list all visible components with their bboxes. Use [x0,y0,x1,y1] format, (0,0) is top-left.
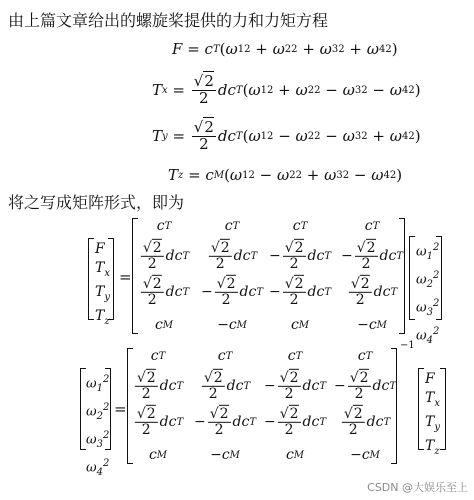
matrix-cell: c T [364,218,380,234]
matrix-cell: c M [285,447,305,463]
matrix-cell: c T [217,348,233,364]
matrix-cell: − $\frac{√2}{2}$ dc T [193,405,257,438]
matrix-cell: c T [156,218,172,234]
bracket-left [88,238,94,320]
matrix-cell: $\frac{√2}{2}$ dc T [142,239,190,272]
matrix-cell: c T [224,218,240,234]
watermark: CSDN @大娱乐至上 [367,481,468,494]
matrix-cell: − $\frac{√2}{2}$ dc T [263,405,327,438]
omega-bracket-left [409,236,415,320]
inverse-exponent: −1 [400,340,415,351]
omega-vector: $\omega_1^2$ $\omega_2^2$ $\omega_3^2$ $\omega_4^2$ [416,242,440,346]
matrix-cell: − $\frac{√2}{2}$ dc T [340,239,404,272]
matrix-cell: − $\frac{√2}{2}$ dc T [333,369,397,402]
matrix-cell: $\frac{√2}{2}$ dc T [136,369,184,402]
matrix-cell: c T [357,348,373,364]
matrix-cell: c T [287,348,303,364]
matrix-cell: − c M [357,317,387,333]
equation-force: F = c T ( ω 1 2 + ω 2 2 + ω 3 2 + ω 4 2 ) [172,40,398,58]
matrix-cell: $\frac{√2}{2}$ dc T [210,239,258,272]
omega-bracket-right [105,368,111,450]
equation-torque-y: T y = $\frac{√2}{2}$ dc T ( ω 1 2 − ω 2 2 − ω 3 2 + ω 4 2 ) [152,118,421,153]
matrix-cell: $\frac{√2}{2}$ dc T [136,405,184,438]
bracket-right [108,238,114,320]
matrix-cell: − c M [210,447,240,463]
equals-sign: = [119,268,132,286]
matrix-cell: − c M [217,317,247,333]
matrix-cell: − $\frac{√2}{2}$ dc T [200,275,264,308]
intro-text: 由上篇文章给出的螺旋桨提供的力和力矩方程 [8,11,329,30]
matrix-cell: c T [292,218,308,234]
matrix-cell: − $\frac{√2}{2}$ dc T [268,275,332,308]
matrix-bracket-left [132,218,138,334]
matrix-bracket-right [399,218,405,334]
omega-vector: $\omega_1^2$ $\omega_2^2$ $\omega_3^2$ $\omega_4^2$ [86,374,110,478]
matrix-bracket-right [391,348,397,464]
equation-torque-z: T z = c M ( ω 1 2 − ω 2 2 + ω 3 2 − ω 4 2 ) [168,166,403,184]
matrix-cell: $\frac{√2}{2}$ dc T [203,369,251,402]
force-vector: F $T_x$ $T_y$ $T_z$ [425,371,440,457]
matrix-cell: − $\frac{√2}{2}$ dc T [268,239,332,272]
equation-torque-x: T x = $\frac{√2}{2}$ dc T ( ω 1 2 + ω 2 2 − ω 3 2 − ω 4 2 ) [152,72,421,107]
matrix-cell: $\frac{√2}{2}$ dc T [142,275,190,308]
matrix-intro-text: 将之写成矩阵形式，即为 [8,193,185,212]
matrix-cell: c M [154,317,174,333]
omega-bracket-right [436,236,442,320]
matrix-cell: c T [150,348,166,364]
matrix-cell: $\frac{√2}{2}$ dc T [350,275,398,308]
matrix-cell: c M [290,317,310,333]
matrix-cell: $\frac{√2}{2}$ dc T [343,405,391,438]
matrix-cell: − c M [350,447,380,463]
bracket-left [418,368,424,450]
matrix-cell: c M [148,447,168,463]
matrix-cell: − $\frac{√2}{2}$ dc T [263,369,327,402]
force-vector: F $T_x$ $T_y$ $T_z$ [95,241,110,327]
bracket-right [440,368,446,450]
equals-sign: = [114,400,127,418]
